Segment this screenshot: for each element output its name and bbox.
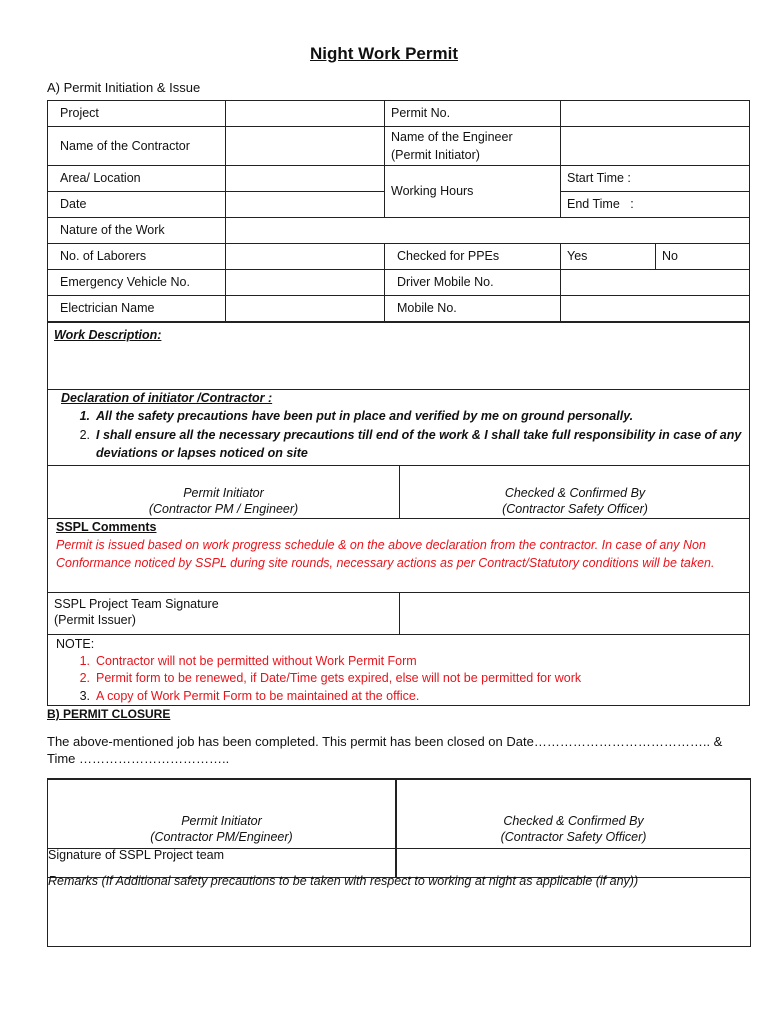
ppe-yes-option[interactable]: Yes xyxy=(561,244,656,270)
nature-label: Nature of the Work xyxy=(48,218,226,244)
closure-text-line-2: Time …………………………….. xyxy=(47,751,230,766)
note-item-2: 2. Permit form to be renewed, if Date/Time gets expired, else will not be permitted for work xyxy=(79,671,582,685)
electrician-label: Electrician Name xyxy=(48,296,226,322)
closure-signature-block xyxy=(47,778,751,947)
sspl-comments-box xyxy=(47,518,750,593)
laborers-label: No. of Laborers xyxy=(48,244,226,270)
sspl-signature-label: SSPL Project Team Signature xyxy=(54,597,219,611)
closure-text-line-1: The above-mentioned job has been completed. This permit has been closed on Date………………………………….. & xyxy=(47,734,723,749)
page-title: Night Work Permit xyxy=(310,44,458,63)
note-item-3: 3. A copy of Work Permit Form to be maintained at the office. xyxy=(79,689,420,703)
engineer-role-label: (Permit Initiator) xyxy=(391,148,480,162)
end-time-field[interactable]: End Time : xyxy=(561,192,750,218)
date-label: Date xyxy=(48,192,226,218)
work-description-box[interactable] xyxy=(47,322,750,390)
start-time-field[interactable]: Start Time : xyxy=(561,166,750,192)
ppe-no-option[interactable]: No xyxy=(656,244,750,270)
project-field[interactable] xyxy=(226,101,385,127)
closure-initiator-role: (Contractor PM/Engineer) xyxy=(150,830,293,844)
working-hours-label: Working Hours xyxy=(385,166,561,218)
work-description-label: Work Description: xyxy=(54,328,162,342)
area-label: Area/ Location xyxy=(48,166,226,192)
mobile-label: Mobile No. xyxy=(385,296,561,322)
project-label: Project xyxy=(48,101,226,127)
vehicle-field[interactable] xyxy=(226,270,385,296)
sspl-signature-field[interactable] xyxy=(400,593,750,635)
contractor-name-field[interactable] xyxy=(226,127,385,166)
engineer-field[interactable] xyxy=(561,127,750,166)
permit-initiator-label: Permit Initiator xyxy=(183,486,264,500)
sspl-comments-heading: SSPL Comments xyxy=(56,520,157,534)
ppe-label: Checked for PPEs xyxy=(385,244,561,270)
section-a-heading: A) Permit Initiation & Issue xyxy=(47,80,201,95)
sspl-team-signature-label: Signature of SSPL Project team xyxy=(48,848,225,862)
section-b-heading: B) PERMIT CLOSURE xyxy=(47,707,171,721)
sspl-issuer-label: (Permit Issuer) xyxy=(54,613,136,627)
electrician-field[interactable] xyxy=(226,296,385,322)
confirmed-by-role: (Contractor Safety Officer) xyxy=(502,502,648,516)
permit-no-field[interactable] xyxy=(561,101,750,127)
permit-initiation-table xyxy=(47,100,750,322)
confirmed-by-label: Checked & Confirmed By xyxy=(504,486,646,500)
nature-field[interactable] xyxy=(226,218,750,244)
declaration-box xyxy=(47,389,750,466)
declaration-item-2-continued: deviations or lapses noticed on site xyxy=(96,446,308,460)
closure-initiator-label: Permit Initiator xyxy=(181,814,262,828)
permit-no-label: Permit No. xyxy=(385,101,561,127)
note-item-1: 1. Contractor will not be permitted without Work Permit Form xyxy=(79,654,417,668)
driver-mobile-label: Driver Mobile No. xyxy=(385,270,561,296)
note-box xyxy=(47,634,750,706)
laborers-field[interactable] xyxy=(226,244,385,270)
signature-row-a xyxy=(47,465,750,519)
sspl-comments-text: Permit is issued based on work progress schedule & on the above declaration from the contractor. In case of any Non Conformance noticed by SSPL during site rounds, necessary actions as per Contract/Statutory conditions will be taken. xyxy=(56,538,715,570)
declaration-heading: Declaration of initiator /Contractor : xyxy=(61,391,273,405)
declaration-item-2: 2. I shall ensure all the necessary precautions till end of the work & I shall take full responsibility in case of any xyxy=(79,428,742,442)
vehicle-label: Emergency Vehicle No. xyxy=(48,270,226,296)
driver-mobile-field[interactable] xyxy=(561,270,750,296)
date-field[interactable] xyxy=(226,192,385,218)
permit-initiator-role: (Contractor PM / Engineer) xyxy=(148,502,299,516)
closure-confirmed-role: (Contractor Safety Officer) xyxy=(500,830,647,844)
sspl-team-signature-field[interactable] xyxy=(397,849,749,876)
closure-confirmed-label: Checked & Confirmed By xyxy=(503,814,644,828)
sspl-signature-row xyxy=(47,592,750,635)
note-heading: NOTE: xyxy=(56,637,95,651)
area-field[interactable] xyxy=(226,166,385,192)
engineer-name-label: Name of the Engineer xyxy=(391,129,513,144)
contractor-name-label: Name of the Contractor xyxy=(48,127,226,166)
remarks-field[interactable] xyxy=(48,892,750,947)
engineer-label xyxy=(385,127,561,166)
remarks-label: Remarks (If Additional safety precautions to be taken with respect to working at night as applicable (if any)) xyxy=(48,874,639,888)
declaration-item-1: 1. All the safety precautions have been put in place and verified by me on ground personally. xyxy=(79,409,634,423)
mobile-field[interactable] xyxy=(561,296,750,322)
